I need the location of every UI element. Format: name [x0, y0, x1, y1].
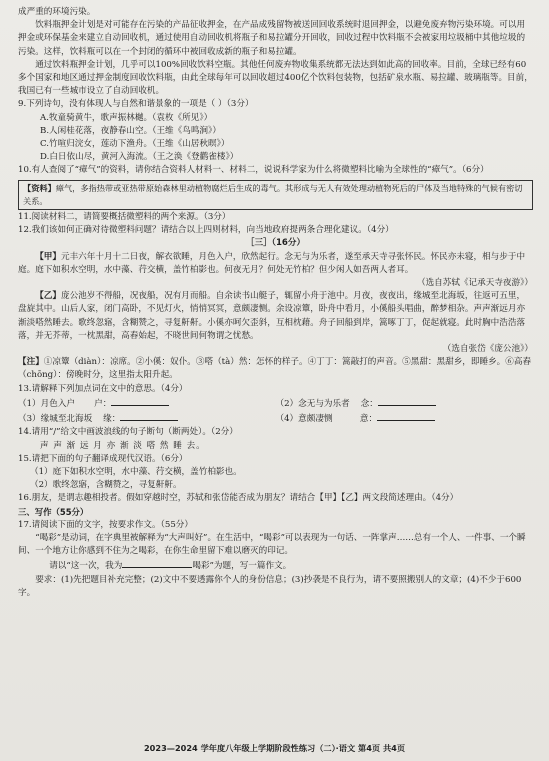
annotation-text: ①凉簟（diàn）：凉席。②小傒：奴仆。③嗒（tà）然：怎怀的样子。④丁丁：篙敲打的声音。⑤黑甜：黑甜乡，即睡乡。⑥高舂（chōng）：傍晚时分，这里指太阳升起。 — [18, 357, 532, 381]
q13-item — [276, 396, 534, 411]
answer-blank[interactable] — [377, 411, 435, 421]
question-17-requirements: 要求：(1)先把题目补充完整；(2)文中不要透露你个人的身份信息；(3)抄袭是不良行为，请不要照搬别人的文章；(4)不少于600字。 — [18, 574, 522, 598]
prompt-part-a: 请以“这一次，我为 — [49, 561, 123, 572]
question-9-stem: 9.下列诗句，没有体现人与自然和谐景象的一项是（ ）（3分） — [18, 99, 254, 110]
question-14-sentence[interactable]: 声 声 渐 远 月 亦 渐 淡 嗒 然 睡 去。 — [40, 440, 206, 451]
question-15-item-2: （2）歌终忽寤，含糊赞之，寻复鼾鼾。 — [30, 480, 182, 491]
question-17-material: “喝彩”是动词，在字典里被解释为“大声叫好”。在生活中，“喝彩”可以表现为一句话、一阵掌声……总有一个人、一件事、一个瞬间、一个地方让你感到不住为之喝彩，在你生命里留下难以磨灭的印记。 — [18, 532, 526, 557]
passage-jia-text: 元丰六年十月十二日夜，解衣欲睡，月色入户，欣然起行。念无与为乐者，遂至承天寺寻张怀民。怀民亦未寝，相与步于中庭。庭下如积水空明，水中藻、荇交横，盖竹柏影也。何夜无月？何处无竹柏？但少闲人如吾两人者耳。 — [18, 251, 526, 275]
q13-item-label: 户： — [94, 398, 112, 409]
q13-item-label: 意： — [359, 414, 378, 425]
q13-item-label: 缘： — [103, 414, 121, 425]
answer-blank[interactable] — [111, 396, 169, 406]
question-16: 16.朋友，是谓志趣相投者。假如穿越时空，苏轼和张岱能否成为朋友？请结合【甲】【乙】两文段简述理由。（4分） — [18, 493, 459, 504]
answer-blank[interactable] — [120, 411, 178, 421]
question-17-stem: 17.请阅读下面的文字，按要求作文。（55分） — [18, 519, 193, 530]
material-text: 瘴气，多指热带或亚热带原始森林里动植物腐烂后生成的毒气。其形成与无人有效处理动植物死后的尸体及当地特殊的气候有密切关系。 — [23, 182, 523, 206]
passage-yi-text: 庞公池岁不得船，况夜船，况有月而船。自余读书山艇子，辄留小舟于池中。月夜，夜夜出，缘城至北海坂，往返可五里，盘旋其中。山后人家，闭门高卧，不见灯火，悄悄冥冥，意颇凄恻。余设凉簟，卧舟中看月，小傒船头唱曲，醉梦相杂。声声渐远月亦渐淡嗒然睡去。歌终忽寤，含糊赞之，寻复鼾鼾。小傒亦呵欠歪斜，互相枕藉。舟子回船到岸，篙啄丁丁，促起就寝。此时胸中浩浩落落，并无芥蒂，一枕黑甜，高舂始起，不晓世间何物谓之忧愁。 — [18, 291, 526, 341]
material-box — [18, 180, 533, 210]
option-d: D.白日依山尽，黄河入海流。（王之涣《登鹳雀楼》） — [40, 152, 239, 163]
q13-item-text: （1）月色入户 — [18, 398, 76, 409]
annotation — [18, 356, 533, 382]
q13-item-text: （4）意颇凄恻 — [275, 414, 333, 425]
prompt-part-b: 喝彩”为题，写一篇作文。 — [192, 561, 292, 572]
text-paragraph: 通过饮料瓶押金计划，几乎可以100%回收饮料空瓶。其他任何废弃物收集系统都无法达到如此高的回收率。目前，全球已经有60多个国家和地区通过押金制度回收饮料瓶，由此全球每年可以回收超过400亿个饮料包装物，包括矿泉水瓶、易拉罐、玻璃瓶等。目前，我国已有一些城市设立了自动回收机。 — [18, 59, 533, 97]
option-b: B.人闲桂花落，夜静春山空。（王维《鸟鸣涧》） — [40, 125, 221, 136]
writing-section-heading: 三、写作（55分） — [18, 506, 89, 517]
page-footer: 2023—2024 学年度八年级上学期阶段性练习（二）·语文 第4页 共4页 — [143, 742, 406, 753]
question-13-row — [18, 396, 533, 411]
q13-item — [18, 411, 276, 426]
section-three-heading: ［三］（16分） — [245, 238, 306, 249]
question-9-options — [18, 112, 533, 165]
q13-item — [276, 411, 534, 426]
passage-yi — [18, 290, 533, 343]
material-label: 【资料】 — [23, 182, 56, 193]
passage-jia — [18, 251, 533, 277]
q13-item — [18, 396, 276, 411]
title-blank[interactable] — [122, 558, 192, 568]
question-13-row — [18, 411, 533, 426]
q13-item-text: （3）缘城至北海坂 — [18, 414, 93, 425]
question-17-prompt — [18, 558, 533, 573]
question-13-stem: 13.请解释下列加点词在文中的意思。（4分） — [18, 383, 188, 394]
text-line: 成严重的环境污染。 — [18, 7, 96, 17]
question-10-stem: 10.有人查阅了“瘴气”的资料，请你结合资料人材料一、材料二，说说科学家为什么将微塑料比喻为全球性的“瘴气”。（6分） — [18, 165, 489, 176]
answer-blank[interactable] — [378, 396, 436, 406]
option-a: A.牧童骑黄牛，歌声振林樾。（袁枚《所见》） — [40, 112, 213, 123]
passage-yi-label: 【乙】 — [35, 291, 61, 302]
question-15-item-1: （1）庭下如积水空明，水中藻、荇交横，盖竹柏影也。 — [30, 466, 242, 477]
question-11: 11.阅读材料二，请简要概括微塑料的两个来源。（3分） — [18, 212, 231, 223]
question-12: 12.我们该如何正确对待微塑料问题？请结合以上四则材料，向当地政府提两条合理化建议。（4分） — [18, 225, 394, 236]
passage-jia-source: （选自苏轼《记承天寺夜游》） — [416, 278, 533, 289]
annotation-label: 【注】 — [18, 357, 44, 368]
q13-item-label: 念： — [360, 398, 378, 409]
question-14-stem: 14.请用“/”给文中画波浪线的句子断句（断两处）。（2分） — [18, 427, 238, 438]
question-15-stem: 15.请把下面的句子翻译成现代汉语。（6分） — [18, 453, 188, 464]
option-c: C.竹喧归浣女，莲动下渔舟。（王维《山居秋暝》） — [40, 139, 230, 150]
q13-item-text: （2）念无与为乐者 — [275, 398, 350, 409]
passage-yi-source: （选自张岱《庞公池》） — [442, 344, 533, 355]
passage-jia-label: 【甲】 — [35, 251, 61, 262]
text-paragraph: 饮料瓶押金计划是对可能存在污染的产品征收押金，在产品成残留物被送回回收系统时退回押金，以避免废弃物污染环境。可以用押金或环保基金来建立自动回收机，通过使用自动回收机将瓶子和易拉罐分开回收，回收过程中饮料瓶不会被家用垃圾桶中其他垃圾的污染。这样，饮料瓶可以在一个封闭的循环中被回收成新的瓶子和易拉罐。 — [18, 20, 526, 57]
